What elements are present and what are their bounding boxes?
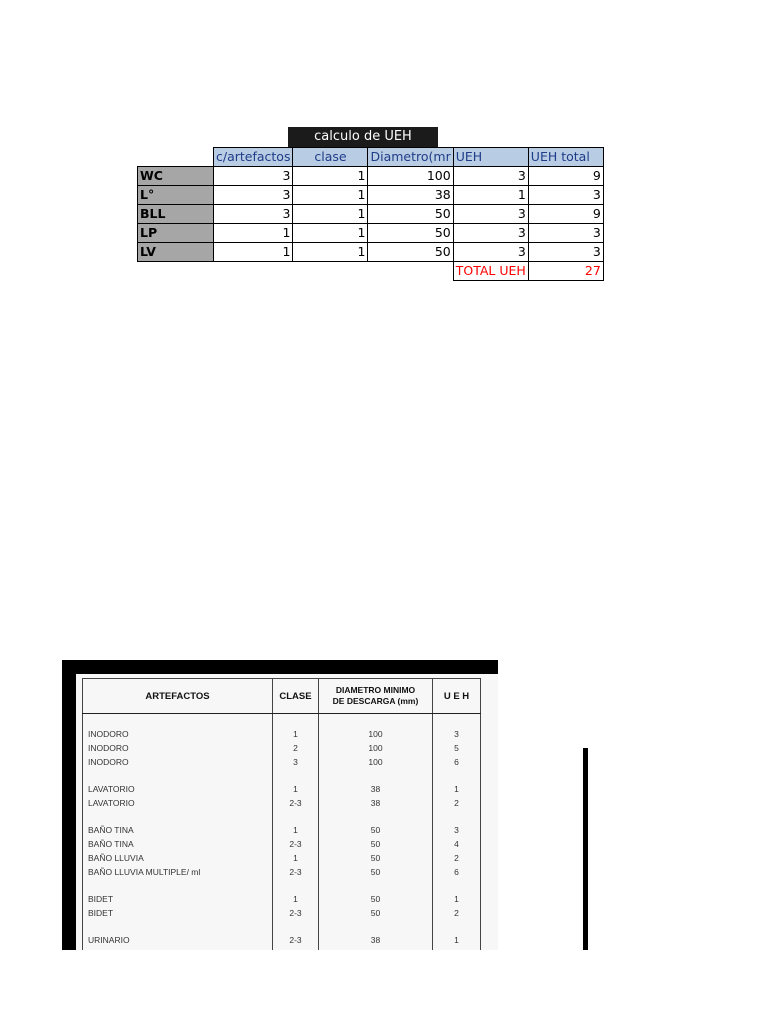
reference-header-row bbox=[83, 679, 481, 714]
col-header-ueh-total[interactable]: UEH total bbox=[528, 148, 603, 167]
table-row: BAÑO TINA 1 50 3 bbox=[83, 823, 481, 837]
cell-ueh-total[interactable]: 3 bbox=[528, 224, 603, 243]
reference-table bbox=[82, 678, 481, 950]
cell-artefactos[interactable]: 3 bbox=[214, 186, 293, 205]
cell-diametro[interactable]: 50 bbox=[368, 205, 453, 224]
cell-diametro[interactable]: 50 bbox=[368, 243, 453, 262]
table-row: URINARIO 2-3 38 1 bbox=[83, 933, 481, 947]
ref-header-diametro: DIAMETRO MINIMO DE DESCARGA (mm) bbox=[319, 679, 433, 714]
row-label[interactable]: BLL bbox=[138, 205, 214, 224]
col-header-diametro[interactable]: Diametro(mr bbox=[368, 148, 453, 167]
row-label[interactable]: WC bbox=[138, 167, 214, 186]
cell-artefactos[interactable]: 1 bbox=[214, 224, 293, 243]
total-ueh-label[interactable]: TOTAL UEH bbox=[453, 262, 528, 281]
table-row: BIDET 1 50 1 bbox=[83, 892, 481, 906]
calc-header-blank bbox=[138, 148, 214, 167]
cell-diametro[interactable]: 100 bbox=[368, 167, 453, 186]
table-row bbox=[138, 224, 604, 243]
cell-ueh[interactable]: 3 bbox=[453, 167, 528, 186]
ref-header-ueh: U E H bbox=[433, 679, 481, 714]
row-label[interactable]: LP bbox=[138, 224, 214, 243]
reference-table-image bbox=[62, 660, 498, 950]
total-ueh-value[interactable]: 27 bbox=[528, 262, 603, 281]
cell-ueh[interactable]: 3 bbox=[453, 243, 528, 262]
table-row: LAVATORIO 2-3 38 2 bbox=[83, 796, 481, 810]
cell-clase[interactable]: 1 bbox=[293, 167, 368, 186]
table-row: BIDET 2-3 50 2 bbox=[83, 906, 481, 920]
ueh-calc-table bbox=[137, 147, 604, 281]
table-row: INODORO 3 100 6 bbox=[83, 755, 481, 769]
table-row: INODORO 1 100 3 bbox=[83, 727, 481, 741]
cell-ueh-total[interactable]: 9 bbox=[528, 205, 603, 224]
row-label[interactable]: L° bbox=[138, 186, 214, 205]
cell-artefactos[interactable]: 1 bbox=[214, 243, 293, 262]
cell-artefactos[interactable]: 3 bbox=[214, 205, 293, 224]
cell-ueh-total[interactable]: 9 bbox=[528, 167, 603, 186]
cell-diametro[interactable]: 50 bbox=[368, 224, 453, 243]
table-row: BAÑO TINA 2-3 50 4 bbox=[83, 837, 481, 851]
row-label[interactable]: LV bbox=[138, 243, 214, 262]
table-row: BAÑO LLUVIA 1 50 2 bbox=[83, 851, 481, 865]
col-header-artefactos[interactable]: c/artefactos bbox=[214, 148, 293, 167]
cell-clase[interactable]: 1 bbox=[293, 186, 368, 205]
table-row: LAVATORIO 1 38 1 bbox=[83, 782, 481, 796]
table-row bbox=[138, 243, 604, 262]
cell-diametro[interactable]: 38 bbox=[368, 186, 453, 205]
col-header-ueh[interactable]: UEH bbox=[453, 148, 528, 167]
cell-clase[interactable]: 1 bbox=[293, 243, 368, 262]
table-row: INODORO 2 100 5 bbox=[83, 741, 481, 755]
cell-clase[interactable]: 1 bbox=[293, 205, 368, 224]
table-row bbox=[138, 167, 604, 186]
cell-ueh-total[interactable]: 3 bbox=[528, 243, 603, 262]
cell-artefactos[interactable]: 3 bbox=[214, 167, 293, 186]
table-row: BAÑO LLUVIA MULTIPLE/ ml 2-3 50 6 bbox=[83, 865, 481, 879]
cell-ueh-total[interactable]: 3 bbox=[528, 186, 603, 205]
total-row bbox=[138, 262, 604, 281]
calc-header-row bbox=[138, 148, 604, 167]
cell-ueh[interactable]: 3 bbox=[453, 205, 528, 224]
cell-clase[interactable]: 1 bbox=[293, 224, 368, 243]
vertical-divider bbox=[583, 748, 588, 950]
table-row bbox=[138, 205, 604, 224]
cell-ueh[interactable]: 3 bbox=[453, 224, 528, 243]
table-row bbox=[138, 186, 604, 205]
cell-ueh[interactable]: 1 bbox=[453, 186, 528, 205]
calc-title: calculo de UEH bbox=[288, 127, 438, 147]
col-header-clase[interactable]: clase bbox=[293, 148, 368, 167]
ref-header-clase: CLASE bbox=[273, 679, 319, 714]
ref-header-artefactos: ARTEFACTOS bbox=[83, 679, 273, 714]
